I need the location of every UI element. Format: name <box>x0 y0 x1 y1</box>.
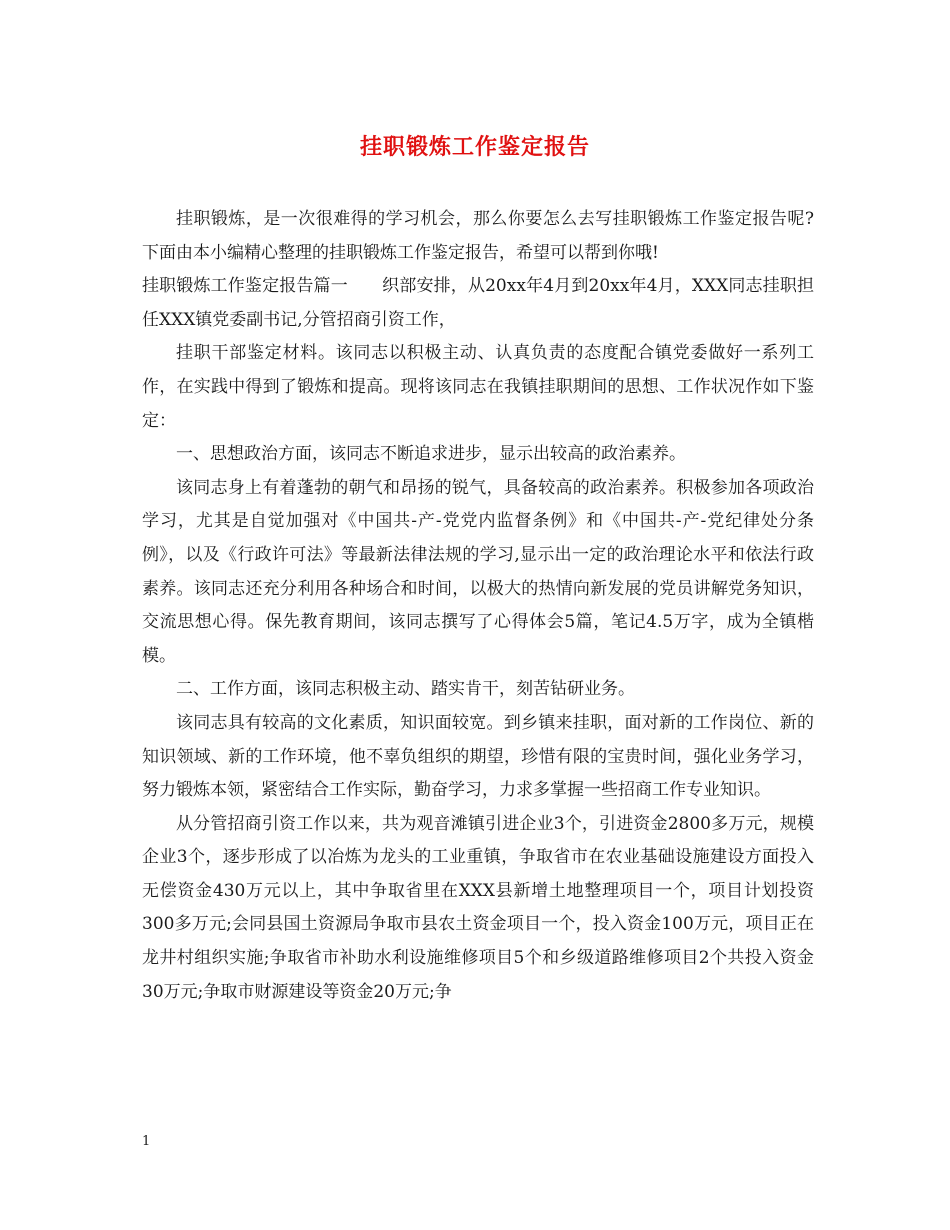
paragraph-political-detail: 该同志身上有着蓬勃的朝气和昂扬的锐气，具备较高的政治素养。积极参加各项政治学习，尤其是自觉加强对《中国共-产-党党内监督条例》和《中国共-产-党纪律处分条例》，以及《行政许可法》等最新法律法规的学习,显示出一定的政治理论水平和依法行政素养。该同志还充分利用各种场合和时间，以极大的热情向新发展的党员讲解党务知识，交流思想心得。保先教育期间，该同志撰写了心得体会5篇，笔记4.5万字，成为全镇楷模。 <box>142 477 814 666</box>
paragraph-intro: 挂职锻炼，是一次很难得的学习机会，那么你要怎么去写挂职锻炼工作鉴定报告呢?下面由本小编精心整理的挂职锻炼工作鉴定报告，希望可以帮到你哦! <box>142 209 814 263</box>
document-body <box>142 203 814 1009</box>
paragraph-political-heading: 一、思想政治方面，该同志不断追求进步，显示出较高的政治素养。 <box>176 444 686 465</box>
paragraph-investment-detail: 从分管招商引资工作以来，共为观音滩镇引进企业3个，引进资金2800多万元，规模企业3个，逐步形成了以冶炼为龙头的工业重镇，争取省市在农业基础设施建设方面投入无偿资金430万元以上，其中争取省里在XXX县新增土地整理项目一个，项目计划投资300多万元;会同县国土资源局争取市县农土资金项目一个，投入资金100万元，项目正在龙井村组织实施;争取省市补助水利设施维修项目5个和乡级道路维修项目2个共投入资金30万元;争取市财源建设等资金20万元;争 <box>142 813 814 1002</box>
page-number: 1 <box>142 1134 151 1149</box>
paragraph-work-detail: 该同志具有较高的文化素质，知识面较宽。到乡镇来挂职，面对新的工作岗位、新的知识领域、新的工作环境，他不辜负组织的期望，珍惜有限的宝贵时间，强化业务学习，努力锻炼本领，紧密结合工作实际，勤奋学习，力求多掌握一些招商工作专业知识。 <box>142 712 814 801</box>
document-title: 挂职锻炼工作鉴定报告 <box>359 134 590 160</box>
paragraph-section-one-heading: 挂职锻炼工作鉴定报告篇一 织部安排，从20xx年4月到20xx年4月，XXX同志挂职担任XXX镇党委副书记,分管招商引资工作， <box>142 276 814 330</box>
paragraph-appraisal-material: 挂职干部鉴定材料。该同志以积极主动、认真负责的态度配合镇党委做好一系列工作，在实践中得到了锻炼和提高。现将该同志在我镇挂职期间的思想、工作状况作如下鉴定： <box>142 343 814 431</box>
paragraph-work-heading: 二、工作方面，该同志积极主动、踏实肯干，刻苦钻研业务。 <box>176 679 635 700</box>
